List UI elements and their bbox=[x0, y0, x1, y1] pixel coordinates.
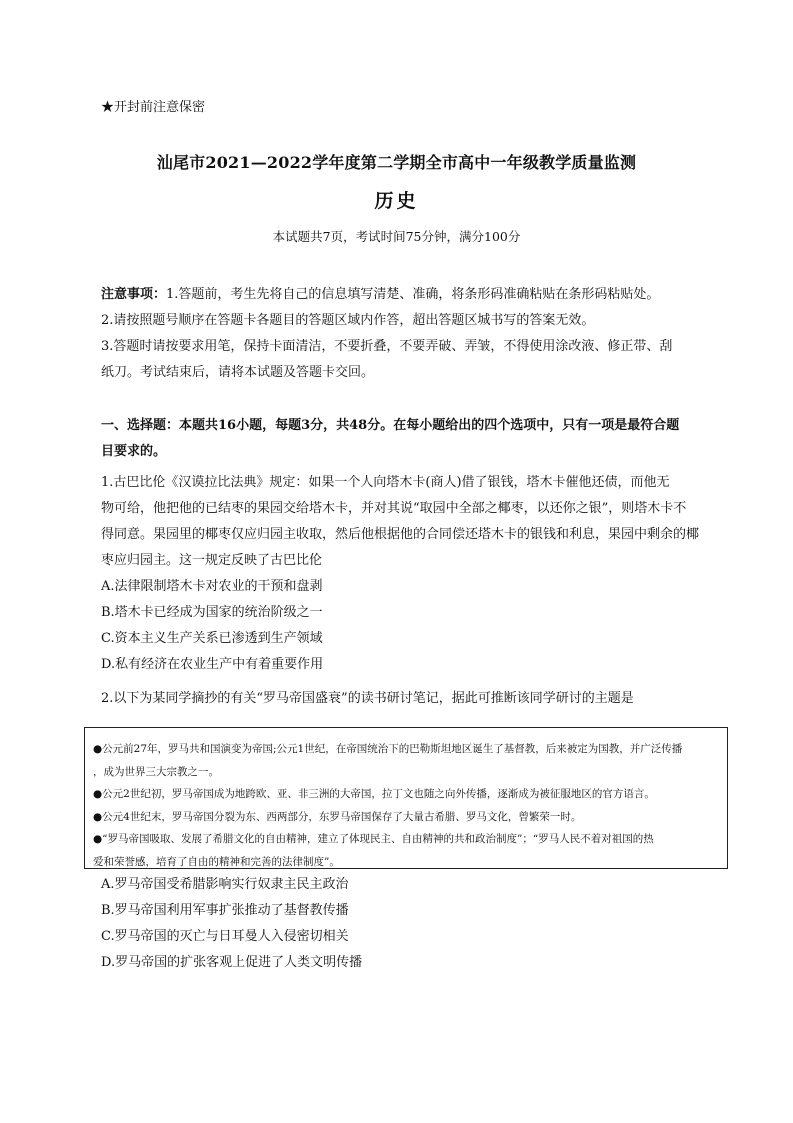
note-bullet-3: ●公元4世纪末，罗马帝国分裂为东、西两部分，东罗马帝国保存了大量古希腊、罗马文化，曾繁荣一时。 bbox=[93, 810, 582, 823]
question-2-option-b: B.罗马帝国利用军事扩张推动了基督教传播 bbox=[101, 903, 349, 918]
question-1 bbox=[101, 470, 701, 678]
exam-title: 汕尾市2021—2022学年度第二学期全市高中一年级教学质量监测 bbox=[156, 153, 637, 172]
section-heading: 一、选择题：本题共16小题，每题3分，共48分。在每小题给出的四个选项中，只有一项是最符合题 目要求的。 bbox=[101, 418, 680, 459]
note-bullet-1-cont: ，成为世界三大宗教之一。 bbox=[93, 765, 219, 778]
note-bullet-2: ●公元2世纪初，罗马帝国成为地跨欧、亚、非三洲的大帝国，拉丁文也随之向外传播，逐渐成为被征服地区的官方语言。 bbox=[93, 788, 655, 800]
question-2-options bbox=[101, 872, 701, 976]
question-1-option-b: B.塔木卡已经成为国家的统治阶级之一 bbox=[101, 605, 323, 620]
notes-label: 注意事项： bbox=[101, 287, 167, 302]
question-2-option-d: D.罗马帝国的扩张客观上促进了人类文明传播 bbox=[101, 955, 363, 970]
note-bullet-1: ●公元前27年，罗马共和国演变为帝国;公元1世纪，在帝国统治下的巴勒斯坦地区诞生了基督教，后来被定为国教，并广泛传播 bbox=[93, 743, 683, 755]
question-1-stem-line: 得同意。果园里的椰枣仅应归园主收取，然后他根据他的合同偿还塔木卡的银钱和利息，果园中剩余的椰 bbox=[101, 527, 700, 542]
note-bullet-4-cont: 爱和荣誉感，培育了自由的精神和完善的法律制度”。 bbox=[93, 855, 340, 868]
question-2-option-a: A.罗马帝国受希腊影响实行奴隶主民主政治 bbox=[101, 877, 349, 892]
notes-item-1: 注意事项：1.答题前，考生先将自己的信息填写清楚、准确，将条形码准确粘贴在条形码粘贴处。 bbox=[101, 287, 660, 302]
question-1-option-c: C.资本主义生产关系已渗透到生产领域 bbox=[101, 631, 323, 646]
notes-item-3-cont: 纸刀。考试结束后，请将本试题及答题卡交回。 bbox=[101, 365, 375, 380]
confidential-note: ★开封前注意保密 bbox=[101, 100, 206, 115]
note-bullet-4: ●“罗马帝国吸取、发展了希腊文化的自由精神，建立了体现民主、自由精神的共和政治制度”；“罗马人民不着对祖国的热 bbox=[93, 833, 654, 845]
question-1-stem-line: 物可给，他把他的已结枣的果园交给塔木卡，并对其说“取园中全部之椰枣，以还你之银”，则塔木卡不 bbox=[101, 501, 687, 516]
question-1-option-d: D.私有经济在农业生产中有着重要作用 bbox=[101, 657, 324, 672]
exam-info: 本试题共7页，考试时间75分钟，满分100分 bbox=[272, 229, 521, 244]
question-1-option-a: A.法律限制塔木卡对农业的干预和盘剥 bbox=[101, 579, 323, 594]
notes-item-3: 3.答题时请按要求用笔，保持卡面清洁，不要折叠，不要弄破、弄皱，不得使用涂改液、修正带、刮 bbox=[101, 339, 673, 354]
notes-item-2: 2.请按照题号顺序在答题卡各题目的答题区域内作答，超出答题区城书写的答案无效。 bbox=[101, 313, 595, 328]
question-1-stem-line: 枣应归园主。这一规定反映了古巴比伦 bbox=[101, 553, 323, 568]
question-1-stem-line: 1.古巴比伦《汉谟拉比法典》规定：如果一个人向塔木卡(商人)借了银钱，塔木卡催他还债，而他无 bbox=[101, 475, 670, 490]
question-2 bbox=[101, 686, 701, 712]
question-2-stem: 2.以下为某同学摘抄的有关“罗马帝国盛衰”的读书研讨笔记，据此可推断该同学研讨的主题是 bbox=[101, 691, 634, 706]
reading-notes-box bbox=[84, 727, 728, 869]
question-2-option-c: C.罗马帝国的灭亡与日耳曼人入侵密切相关 bbox=[101, 929, 349, 944]
subject-title: 历史 bbox=[374, 190, 419, 212]
notes-section bbox=[101, 282, 701, 386]
